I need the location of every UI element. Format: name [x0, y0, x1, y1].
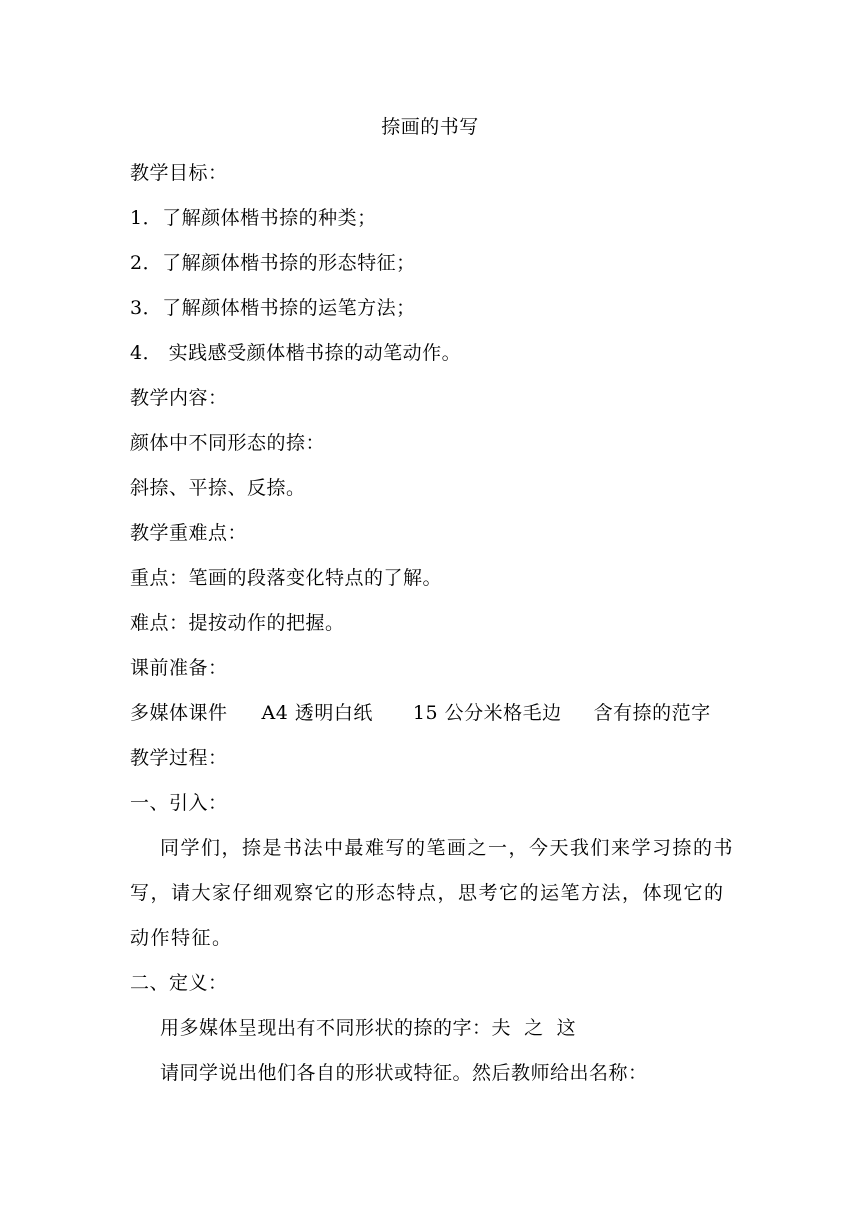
- content-line: 颜体中不同形态的捺：: [130, 432, 326, 454]
- section-heading: 一、引入：: [130, 792, 228, 814]
- preparation-heading: 课前准备：: [130, 657, 228, 679]
- objectives-heading: 教学目标：: [130, 162, 228, 184]
- difficult-point: 难点：提按动作的把握。: [130, 612, 345, 634]
- page-title: 捺画的书写: [381, 116, 479, 138]
- definition-line: 用多媒体呈现出有不同形状的捺的字：夫 之 这: [160, 1017, 577, 1039]
- content-line: 斜捺、平捺、反捺。: [130, 477, 306, 499]
- preparation-list: [130, 699, 711, 727]
- process-heading: 教学过程：: [130, 747, 228, 769]
- definition-line: 请同学说出他们各自的形状或特征。然后教师给出名称：: [160, 1062, 648, 1084]
- objective-item: 3．了解颜体楷书捺的运笔方法；: [130, 297, 416, 319]
- key-point: 重点：笔画的段落变化特点的了解。: [130, 567, 443, 589]
- objective-item: 1．了解颜体楷书捺的种类；: [130, 207, 377, 229]
- objective-item: 2．了解颜体楷书捺的形态特征；: [130, 252, 416, 274]
- key-points-heading: 教学重难点：: [130, 522, 248, 544]
- section-heading: 二、定义：: [130, 972, 228, 994]
- intro-paragraph: 同学们，捺是书法中最难写的笔画之一，今天我们来学习捺的书写，请大家仔细观察它的形态特点，思考它的运笔方法，体现它的动作特征。: [130, 837, 735, 949]
- preparation-item: 多媒体课件: [130, 702, 228, 724]
- objective-item: 4． 实践感受颜体楷书捺的动笔动作。: [130, 342, 462, 364]
- preparation-item: 15 公分米格毛边: [412, 702, 562, 724]
- preparation-item: 含有捺的范字: [593, 702, 711, 724]
- preparation-item: A4 透明白纸: [261, 702, 373, 724]
- content-heading: 教学内容：: [130, 387, 228, 409]
